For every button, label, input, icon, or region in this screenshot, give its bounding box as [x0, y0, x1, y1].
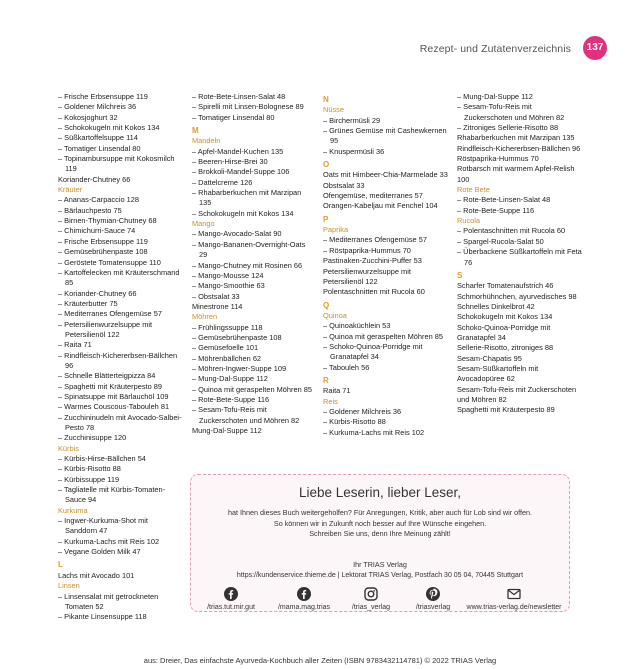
index-entry: Polentaschnitten mit Rucola 60 [323, 287, 425, 297]
index-subentry: – Topinambursuppe mit Kokosmilch 119 [58, 154, 182, 175]
index-subentry: – Gemüsebrühenpaste 108 [58, 247, 182, 257]
index-subentry: – Beeren-Hirse-Brei 30 [192, 157, 312, 167]
index-subentry: – Vegane Golden Milk 47 [58, 547, 182, 557]
index-subentry: – Möhrenbällchen 62 [192, 354, 312, 364]
section-title: Rezept- und Zutatenverzeichnis [419, 43, 571, 55]
index-subentry: – Sesam-Tofu-Reis mit Zuckerschoten und Möhren 82 [457, 102, 582, 123]
index-subentry: – Koriander-Chutney 66 [58, 289, 182, 299]
index-subentry: – Mediterranes Ofengemüse 57 [58, 309, 182, 319]
social-link-facebook-1[interactable] [196, 587, 266, 611]
index-category: Nüsse [323, 105, 344, 115]
index-subentry: – Quinoaküchlein 53 [323, 321, 448, 331]
index-subentry: – Mango-Bananen-Overnight-Oats 29 [192, 240, 312, 261]
index-entry: Orangen-Kabeljau mit Fenchel 104 [323, 201, 438, 211]
index-subentry: – Kokosjoghurt 32 [58, 113, 182, 123]
index-subentry: – Spinatsuppe mit Bärlauchöl 109 [58, 392, 182, 402]
social-label: /trias_verlag [351, 604, 391, 611]
feedback-line: Schreiben Sie uns, denn Ihre Meinung zählt! [309, 529, 451, 539]
facebook-icon [224, 587, 238, 601]
index-subentry: – Spaghetti mit Kräuterpesto 89 [58, 382, 182, 392]
index-subentry: – Tomatiger Linsendal 80 [192, 113, 312, 123]
index-letter: Q [323, 300, 330, 310]
index-category: Quinoa [323, 310, 347, 320]
index-subentry: – Frühlingssuppe 118 [192, 323, 312, 333]
index-subentry: – Gemüsefoelle 101 [192, 343, 312, 353]
contact-line: https://kundenservice.thieme.de | Lektorat TRIAS Verlag, Postfach 30 05 04, 70445 Stuttgart [236, 572, 524, 579]
index-subentry: – Möhren-Ingwer-Suppe 109 [192, 364, 312, 374]
index-subentry: – Kürbis-Risotto 88 [323, 417, 448, 427]
index-entry: Koriander-Chutney 66 [58, 174, 131, 184]
index-entry: Röstpaprika-Hummus 70 [457, 154, 539, 164]
index-subentry: – Birnen-Thymian-Chutney 68 [58, 216, 182, 226]
index-subentry: – Schoko-Quinoa-Porridge mit Granatapfel 34 [323, 342, 448, 363]
index-entry: Ofengemüse, mediterranes 57 [323, 191, 423, 201]
index-subentry: – Linsensalat mit getrockneten Tomaten 52 [58, 592, 182, 613]
index-column-3 [323, 92, 448, 438]
index-category: Möhren [192, 312, 218, 322]
social-link-newsletter[interactable] [459, 587, 569, 611]
index-subentry: – Spargel-Rucola-Salat 50 [457, 237, 582, 247]
index-subentry: – Mango-Smoothie 63 [192, 281, 312, 291]
page-footer: aus: Dreier, Das einfachste Ayurveda-Kochbuch aller Zeiten (ISBN 9783432114781) © 2022 TRIAS Verlag [143, 656, 497, 665]
index-subentry: – Geröstete Tomatensuppe 110 [58, 258, 182, 268]
index-subentry: – Rote-Bete-Suppe 116 [457, 206, 582, 216]
index-column-4 [457, 92, 582, 416]
index-subentry: – Kürbis-Risotto 88 [58, 464, 182, 474]
index-subentry: – Rote-Bete-Linsen-Salat 48 [192, 92, 312, 102]
index-subentry: – Ingwer-Kurkuma-Shot mit Sanddorn 47 [58, 516, 182, 537]
index-subentry: – Kürbissuppe 119 [58, 475, 182, 485]
index-subentry: – Schnelle Blätterteigpizza 84 [58, 371, 182, 381]
index-subentry: – Quinoa mit geraspelten Möhren 85 [323, 332, 448, 342]
index-category: Mango [192, 219, 215, 229]
index-letter: O [323, 160, 330, 170]
index-subentry: – Überbackene Süßkartoffeln mit Feta 76 [457, 247, 582, 268]
index-subentry: – Tomatiger Linsendal 80 [58, 144, 182, 154]
index-subentry: – Petersilienwurzelsuppe mit Petersilienöl 122 [58, 320, 182, 341]
index-subentry: – Sesam-Tofu-Reis mit Zuckerschoten und Möhren 82 [192, 405, 312, 426]
index-subentry: – Frische Erbsensuppe 119 [58, 237, 182, 247]
social-link-instagram[interactable] [341, 587, 401, 611]
index-subentry: – Rindfleisch-Kichererbsen-Bällchen 96 [58, 351, 182, 372]
index-entry: Pastinaken-Zucchini-Puffer 53 [323, 256, 422, 266]
index-category: Reis [323, 396, 338, 406]
feedback-text [191, 508, 569, 540]
feedback-title: Liebe Leserin, lieber Leser, [298, 485, 462, 500]
index-subentry: – Quinoa mit geraspelten Möhren 85 [192, 385, 312, 395]
index-column-2 [192, 92, 312, 436]
index-subentry: – Rhabarberkuchen mit Marzipan 135 [192, 188, 312, 209]
index-subentry: – Kurkuma-Lachs mit Reis 102 [58, 537, 182, 547]
index-category: Rucola [457, 216, 481, 226]
index-subentry: – Kräuterbutter 75 [58, 299, 182, 309]
pinterest-icon [426, 587, 440, 601]
index-entry: Schokokugeln mit Kokos 134 [457, 312, 553, 322]
index-category: Rote Bete [457, 185, 490, 195]
index-subentry: – Mung-Dal-Suppe 112 [192, 374, 312, 384]
index-letter: M [192, 126, 199, 136]
index-category: Paprika [323, 225, 349, 235]
index-entry: Rindfleisch-Kichererbsen-Bällchen 96 [457, 143, 581, 153]
index-subentry: – Polentaschnitten mit Rucola 60 [457, 226, 582, 236]
index-subentry: – Frische Erbsensuppe 119 [58, 92, 182, 102]
index-subentry: – Dattelcreme 126 [192, 178, 312, 188]
index-subentry: – Rote-Bete-Suppe 116 [192, 395, 312, 405]
index-subentry: – Rote-Bete-Linsen-Salat 48 [457, 195, 582, 205]
index-category: Mandeln [192, 136, 221, 146]
index-subentry: – Schokokugeln mit Kokos 134 [58, 123, 182, 133]
feedback-line: So können wir in Zukunft noch besser auf Ihre Wünsche eingehen. [273, 518, 487, 528]
index-subentry: – Gemüsebrühenpaste 108 [192, 333, 312, 343]
index-entry: Sesam-Chapatis 95 [457, 353, 522, 363]
index-subentry: – Mung-Dal-Suppe 112 [457, 92, 582, 102]
social-label: /trias.tut.mir.gut [207, 604, 255, 611]
mail-icon [507, 587, 521, 601]
index-subentry: – Zucchinisuppe 120 [58, 433, 182, 443]
index-subentry: – Raita 71 [58, 340, 182, 350]
index-entry: Rhabarberkuchen mit Marzipan 135 [457, 133, 575, 143]
reader-feedback-box [190, 474, 570, 612]
index-subentry: – Tagliatelle mit Kürbis-Tomaten-Sauce 94 [58, 485, 182, 506]
feedback-line: hat Ihnen dieses Buch weitergeholfen? Für Anregungen, Kritik, aber auch für Lob sind wir offen. [228, 508, 532, 517]
index-subentry: – Grünes Gemüse mit Cashewkernen 95 [323, 126, 448, 147]
index-subentry: – Mediterranes Ofengemüse 57 [323, 235, 448, 245]
index-letter: R [323, 375, 329, 385]
index-subentry: – Süßkartoffelsuppe 114 [58, 133, 182, 143]
index-entry: Rotbarsch mit warmem Apfel-Relish 100 [457, 164, 575, 184]
index-category: Kräuter [58, 185, 83, 195]
index-subentry: – Mango-Mousse 124 [192, 271, 312, 281]
index-subentry: – Birchermüsli 29 [323, 116, 448, 126]
social-link-pinterest[interactable] [403, 587, 463, 611]
index-entry: Petersilienwurzelsuppe mit Petersilienöl 122 [323, 266, 411, 286]
facebook-icon [297, 587, 311, 601]
index-letter: P [323, 214, 329, 224]
index-subentry: – Kartoffelecken mit Kräuterschmand 85 [58, 268, 182, 289]
index-entry: Mung-Dal-Suppe 112 [192, 426, 262, 435]
index-entry: Sesam-Tofu-Reis mit Zuckerschoten und Möhren 82 [457, 384, 577, 404]
index-subentry: – Goldener Milchreis 36 [323, 407, 448, 417]
social-label: /triasverlag [415, 604, 451, 611]
index-subentry: – Tabouleh 56 [323, 363, 448, 373]
index-entry: Schnelles Dinkelbrot 42 [457, 301, 535, 311]
publisher-signature: Ihr TRIAS Verlag [353, 560, 407, 569]
index-entry: Sesam-Süßkartoffeln mit Avocadopüree 62 [457, 363, 539, 384]
index-entry: Scharfer Tomatenaufstrich 46 [457, 281, 554, 291]
index-subentry: – Spirelli mit Linsen-Bolognese 89 [192, 102, 312, 112]
index-subentry: – Pikante Linsensuppe 118 [58, 612, 182, 622]
index-subentry: – Mango-Chutney mit Rosinen 66 [192, 261, 312, 271]
social-label: www.trias-verlag.de/newsletter [466, 604, 562, 611]
index-entry: Schoko-Quinoa-Porridge mit Granatapfel 34 [457, 322, 551, 342]
index-letter: N [323, 95, 329, 104]
index-subentry: – Knuspermüsli 36 [323, 147, 448, 157]
index-entry: Oats mit Himbeer-Chia-Marmelade 33 [323, 170, 448, 180]
index-entry: Schmorhühnchen, ayurvedisches 98 [457, 291, 577, 301]
index-subentry: – Röstpaprika-Hummus 70 [323, 246, 448, 256]
index-subentry: – Zitroniges Sellerie-Risotto 88 [457, 123, 582, 133]
index-subentry: – Ananas-Carpaccio 128 [58, 195, 182, 205]
index-subentry: – Bärlauchpesto 75 [58, 206, 182, 216]
index-letter: L [58, 560, 63, 570]
index-entry: Sellerie-Risotto, zitroniges 88 [457, 343, 554, 353]
index-subentry: – Brokkoli-Mandel-Suppe 106 [192, 167, 312, 177]
index-subentry: – Warmes Couscous-Tabouleh 81 [58, 402, 182, 412]
index-subentry: – Apfel-Mandel-Kuchen 135 [192, 147, 312, 157]
index-entry: Obstsalat 33 [323, 180, 365, 190]
index-entry: Spaghetti mit Kräuterpesto 89 [457, 405, 555, 415]
index-subentry: – Goldener Milchreis 36 [58, 102, 182, 112]
index-column-1 [58, 92, 182, 623]
index-entry: Minestrone 114 [192, 301, 243, 311]
page-number-badge: 137 [583, 36, 607, 60]
social-label: /mama.mag.trias [277, 604, 331, 611]
index-category: Linsen [58, 581, 80, 591]
index-subentry: – Obstsalat 33 [192, 292, 312, 302]
instagram-icon [364, 587, 378, 601]
index-entry: Lachs mit Avocado 101 [58, 570, 135, 580]
index-subentry: – Kürbis-Hirse-Bällchen 54 [58, 454, 182, 464]
index-category: Kurkuma [58, 505, 88, 515]
index-subentry: – Kurkuma-Lachs mit Reis 102 [323, 428, 448, 438]
index-entry: Raita 71 [323, 386, 351, 396]
index-subentry: – Zucchininudeln mit Avocado-Salbei-Pesto 78 [58, 413, 182, 434]
index-subentry: – Chimichurri-Sauce 74 [58, 226, 182, 236]
social-link-facebook-2[interactable] [269, 587, 339, 611]
index-subentry: – Mango-Avocado-Salat 90 [192, 229, 312, 239]
index-category: Kürbis [58, 443, 79, 453]
index-subentry: – Schokokugeln mit Kokos 134 [192, 209, 312, 219]
index-letter: S [457, 270, 463, 280]
